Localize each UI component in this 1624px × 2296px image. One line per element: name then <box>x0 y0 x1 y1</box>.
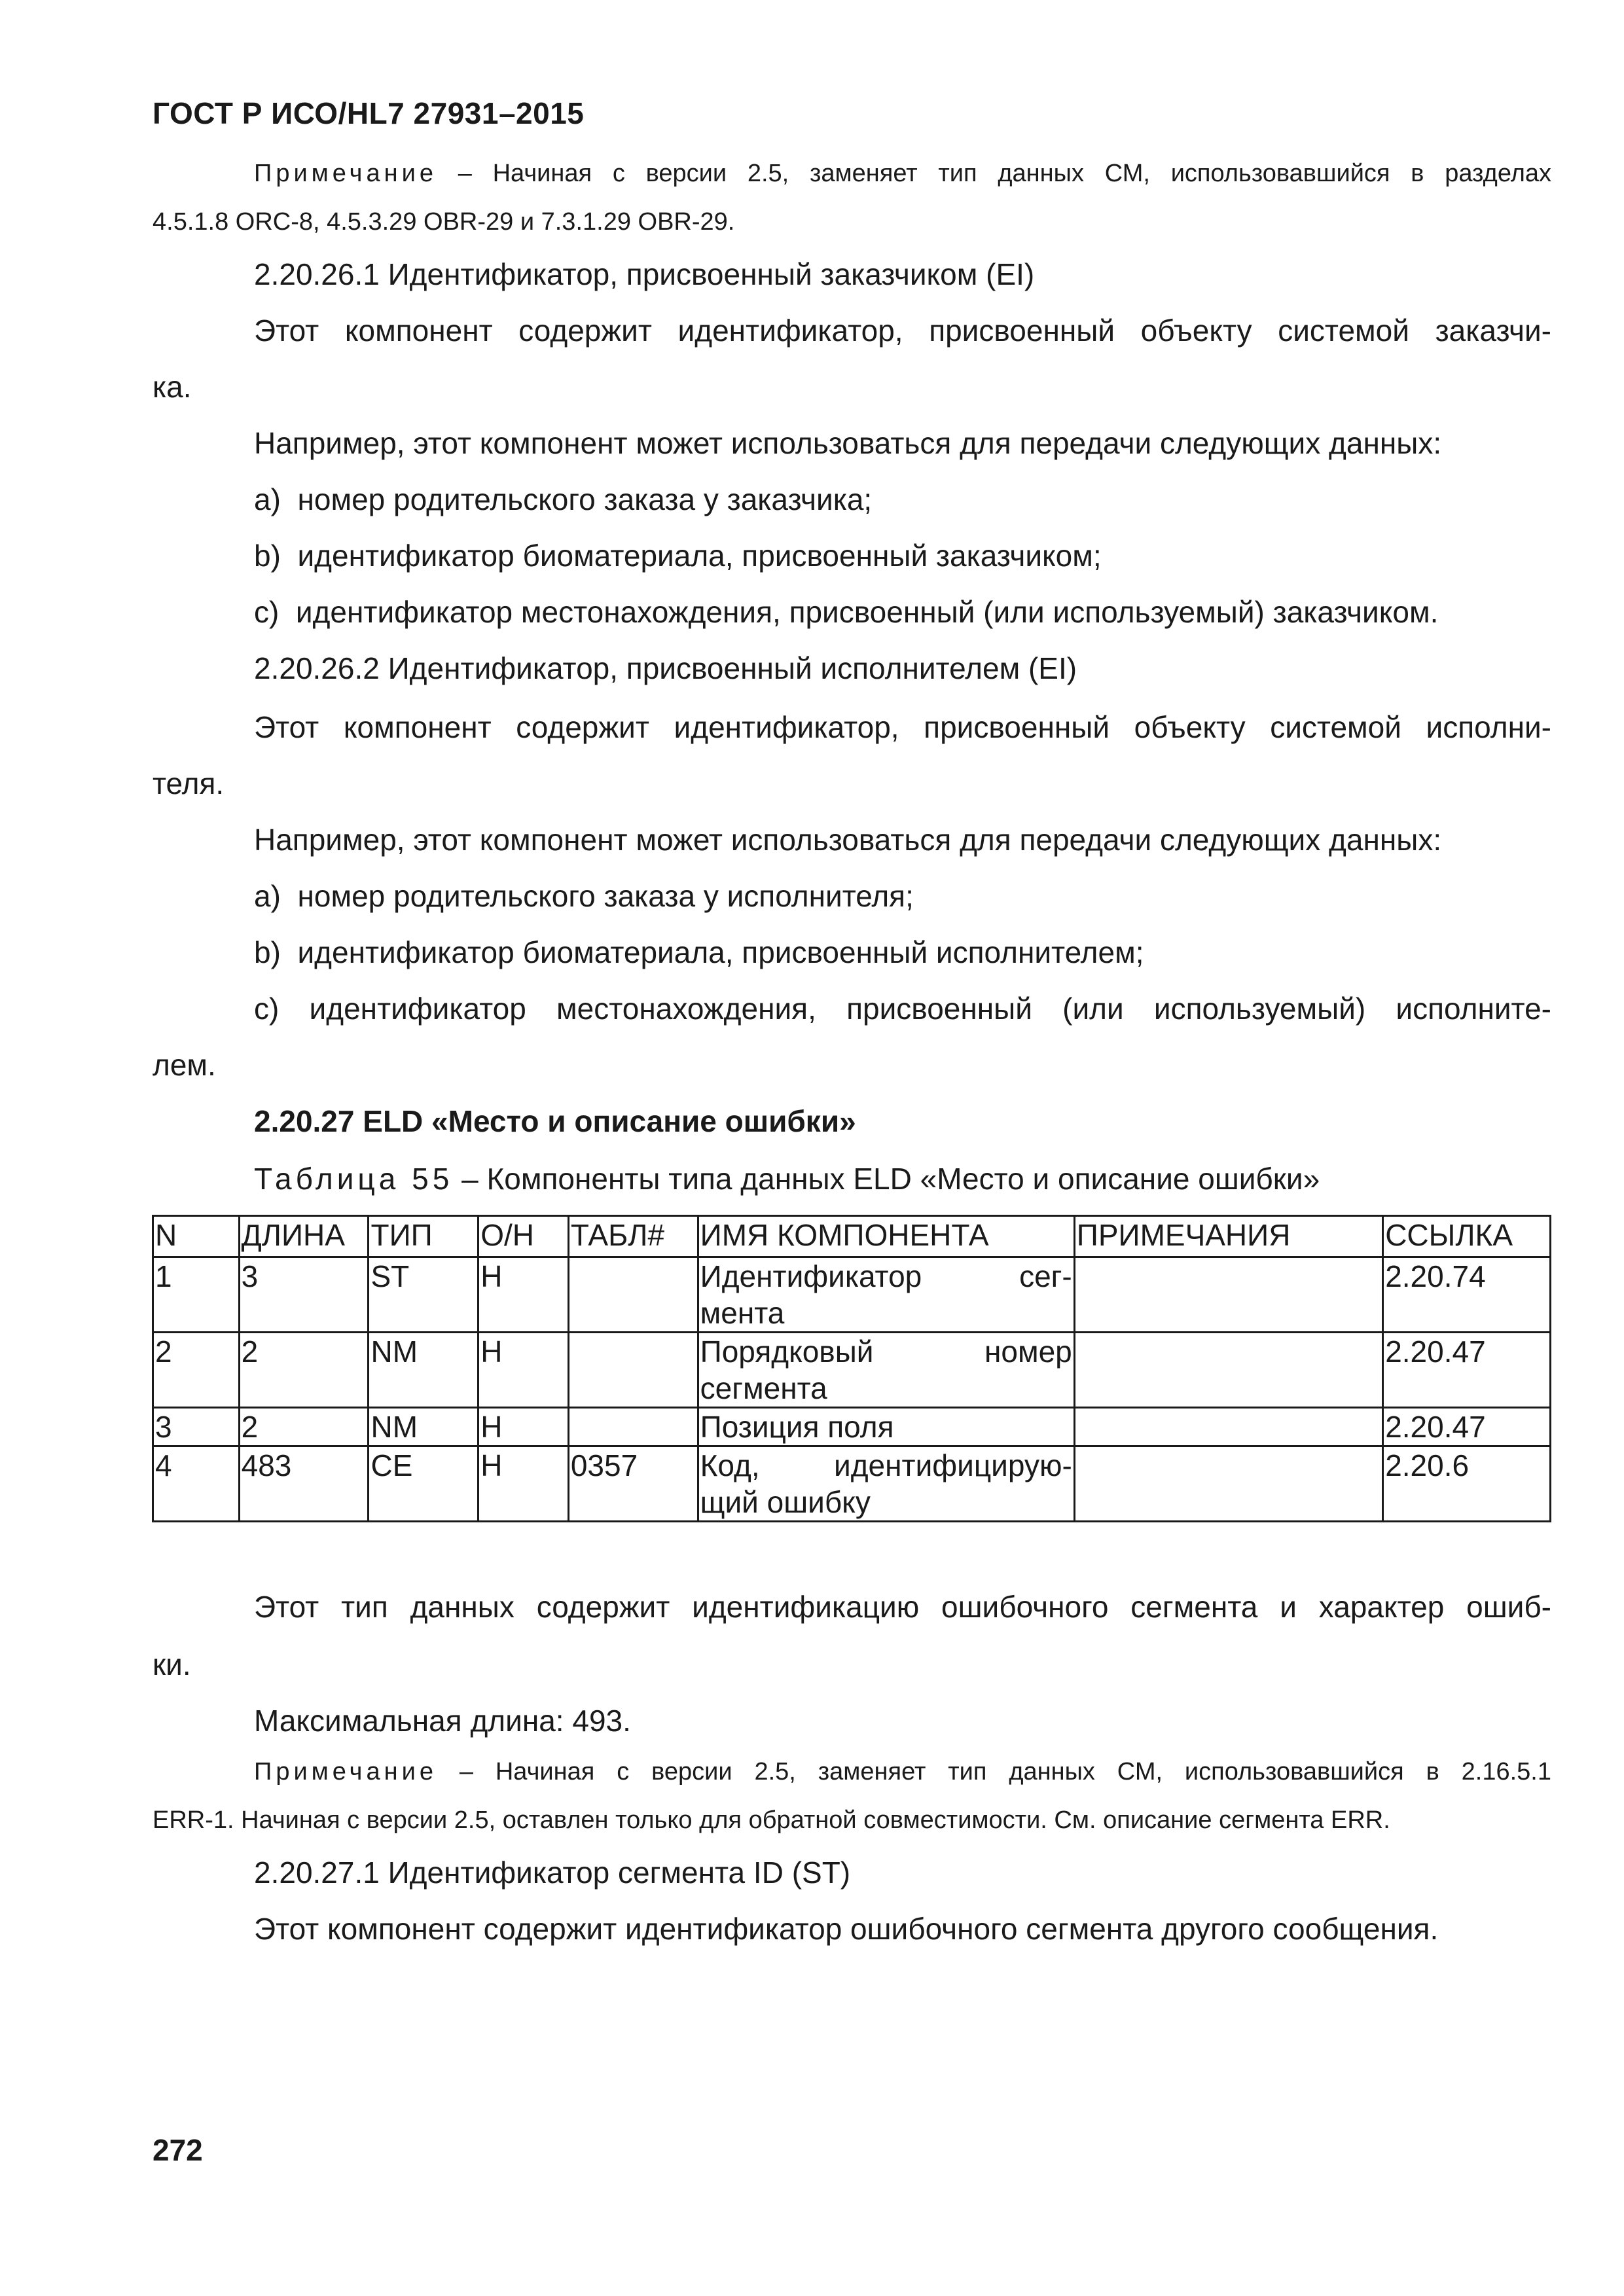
table-cell <box>698 1257 1074 1333</box>
list-item <box>254 480 872 518</box>
table-label: Таблица 55 <box>254 1162 454 1196</box>
paragraph-line: ка. <box>153 370 192 404</box>
example-intro: Например, этот компонент может использоваться для передачи следующих данных: <box>254 426 1442 460</box>
column-header: ПРИМЕЧАНИЯ <box>1074 1216 1382 1257</box>
list-item-continuation: лем. <box>153 1048 216 1082</box>
column-header: N <box>153 1216 240 1257</box>
list-marker: c) <box>254 992 280 1026</box>
max-length: Максимальная длина: 493. <box>254 1704 631 1738</box>
table-cell <box>568 1257 698 1333</box>
paragraph-line: Этот компонент содержит идентификатор ошибочного сегмента другого сообщения. <box>254 1912 1439 1946</box>
table-cell: Н <box>478 1333 569 1408</box>
table-header-row <box>153 1216 1551 1257</box>
list-item <box>254 933 1144 971</box>
component-name-line: Порядковый номер <box>700 1335 1072 1369</box>
note-label: Примечание <box>254 1758 437 1785</box>
table-row <box>153 1408 1551 1446</box>
table-row <box>153 1257 1551 1333</box>
note-1-line-1 <box>254 157 1551 190</box>
table-cell: NM <box>369 1333 478 1408</box>
list-item-text: номер родительского заказа у заказчика; <box>297 482 873 516</box>
section-heading-2-20-27-1: 2.20.27.1 Идентификатор сегмента ID (ST) <box>254 1856 851 1890</box>
table-cell: ST <box>369 1257 478 1333</box>
table-cell: 2.20.6 <box>1383 1446 1551 1522</box>
table-caption <box>254 1160 1320 1198</box>
table-cell <box>1074 1408 1382 1446</box>
component-name-line: щий ошибку <box>700 1485 871 1519</box>
table-cell: 2 <box>239 1408 369 1446</box>
paragraph-line: теля. <box>153 766 225 800</box>
table-cell: Н <box>478 1446 569 1522</box>
list-marker: b) <box>254 935 281 969</box>
list-item-text: номер родительского заказа у исполнителя; <box>297 879 914 913</box>
page-number: 272 <box>153 2133 203 2167</box>
paragraph-line: Этот компонент содержит идентификатор, присвоенный объекту системой исполни- <box>254 710 1551 744</box>
table-cell <box>1074 1333 1382 1408</box>
column-header: ТИП <box>369 1216 478 1257</box>
table-cell <box>698 1408 1074 1446</box>
table-cell <box>1074 1446 1382 1522</box>
example-intro: Например, этот компонент может использоваться для передачи следующих данных: <box>254 823 1442 857</box>
section-heading-2-20-26-2: 2.20.26.2 Идентификатор, присвоенный исполнителем (EI) <box>254 651 1077 685</box>
table-cell: 4 <box>153 1446 240 1522</box>
column-header: ДЛИНА <box>239 1216 369 1257</box>
table-cell: NM <box>369 1408 478 1446</box>
column-header: ТАБЛ# <box>568 1216 698 1257</box>
note-2-line-1 <box>254 1755 1551 1788</box>
document-header: ГОСТ Р ИСО/HL7 27931–2015 <box>153 96 585 130</box>
table-cell <box>568 1408 698 1446</box>
list-marker: a) <box>254 879 281 913</box>
table-cell: 483 <box>239 1446 369 1522</box>
table-cell <box>568 1333 698 1408</box>
column-header: ИМЯ КОМПОНЕНТА <box>698 1216 1074 1257</box>
table-cell: 2.20.47 <box>1383 1333 1551 1408</box>
note-1-text: – Начиная с версии 2.5, заменяет тип данных СМ, использовавшийся в разделах <box>458 160 1551 187</box>
table-cell: Н <box>478 1408 569 1446</box>
list-item <box>254 877 914 915</box>
list-marker: a) <box>254 482 281 516</box>
note-2-line-2: ERR-1. Начиная с версии 2.5, оставлен только для обратной совместимости. См. описание сегмента ERR. <box>153 1806 1390 1834</box>
list-item <box>254 990 1551 1028</box>
table-caption-text: – Компоненты типа данных ELD «Место и описание ошибки» <box>461 1162 1320 1196</box>
table-cell: 2 <box>239 1333 369 1408</box>
section-heading-2-20-26-1: 2.20.26.1 Идентификатор, присвоенный заказчиком (EI) <box>254 257 1035 291</box>
table-cell: 1 <box>153 1257 240 1333</box>
list-item <box>254 537 1102 575</box>
table-cell: 2 <box>153 1333 240 1408</box>
table-cell <box>698 1333 1074 1408</box>
list-item <box>254 593 1438 631</box>
list-marker: b) <box>254 539 281 573</box>
note-1-line-2: 4.5.1.8 ORC-8, 4.5.3.29 OBR-29 и 7.3.1.29 OBR-29. <box>153 208 735 236</box>
components-table <box>152 1215 1551 1522</box>
note-2-text: – Начиная с версии 2.5, заменяет тип данных СМ, использовавшийся в 2.16.5.1 <box>459 1758 1551 1785</box>
table-cell <box>1074 1257 1382 1333</box>
component-name-line: Идентификатор сег- <box>700 1259 1072 1293</box>
component-name-line: Позиция поля <box>700 1410 894 1444</box>
list-item-text: идентификатор биоматериала, присвоенный заказчиком; <box>297 539 1102 573</box>
paragraph-line: Этот компонент содержит идентификатор, присвоенный объекту системой заказчи- <box>254 314 1551 348</box>
table-cell: 3 <box>239 1257 369 1333</box>
table-cell <box>698 1446 1074 1522</box>
list-item-text: идентификатор биоматериала, присвоенный исполнителем; <box>297 935 1144 969</box>
list-item-text: идентификатор местонахождения, присвоенный (или используемый) заказчиком. <box>295 595 1439 629</box>
table-cell: 0357 <box>568 1446 698 1522</box>
column-header: О/Н <box>478 1216 569 1257</box>
table-cell: 2.20.74 <box>1383 1257 1551 1333</box>
note-label: Примечание <box>254 160 437 187</box>
section-heading-2-20-27: 2.20.27 ELD «Место и описание ошибки» <box>254 1104 856 1138</box>
column-header: ССЫЛКА <box>1383 1216 1551 1257</box>
component-name-line: Код, идентифицирую- <box>700 1448 1072 1482</box>
list-marker: c) <box>254 595 280 629</box>
table-row <box>153 1446 1551 1522</box>
component-name-line: мента <box>700 1296 785 1330</box>
table-row <box>153 1333 1551 1408</box>
paragraph-line: ки. <box>153 1647 191 1681</box>
paragraph-line: Этот тип данных содержит идентификацию ошибочного сегмента и характер ошиб- <box>254 1590 1551 1624</box>
list-item-text: идентификатор местонахождения, присвоенный (или используемый) исполните- <box>309 992 1551 1026</box>
component-name-line: сегмента <box>700 1371 827 1405</box>
table-cell: CE <box>369 1446 478 1522</box>
table-cell: Н <box>478 1257 569 1333</box>
table-cell: 3 <box>153 1408 240 1446</box>
table-cell: 2.20.47 <box>1383 1408 1551 1446</box>
